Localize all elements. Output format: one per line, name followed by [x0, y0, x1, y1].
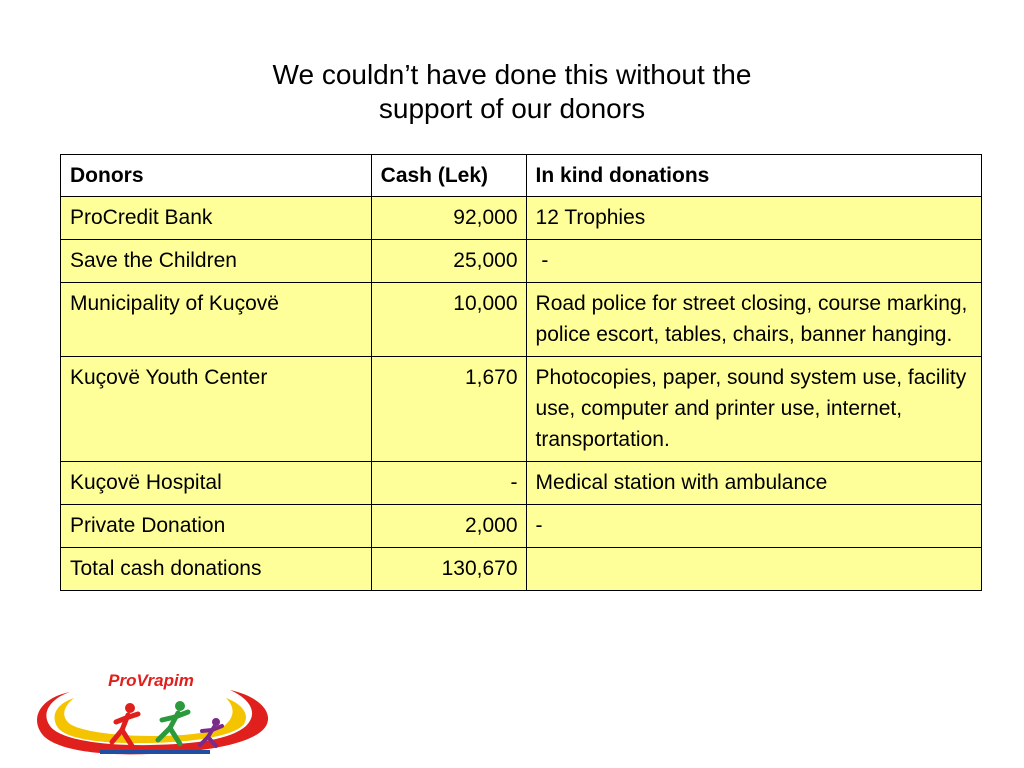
provrapim-logo [30, 668, 270, 763]
slide-title-line-1: We couldn’t have done this without the [272, 59, 752, 90]
donor-cell: Save the Children [61, 240, 372, 283]
logo-text: ProVrapim [108, 671, 194, 690]
cash-cell: 2,000 [371, 505, 526, 548]
in-kind-cell: Photocopies, paper, sound system use, facility use, computer and printer use, internet, transportation. [526, 357, 981, 462]
donor-cell: Total cash donations [61, 548, 372, 591]
cash-cell: - [371, 462, 526, 505]
table-row [61, 462, 982, 505]
table-row [61, 357, 982, 462]
donor-cell: Private Donation [61, 505, 372, 548]
donor-cell: Kuçovë Youth Center [61, 357, 372, 462]
table-row [61, 197, 982, 240]
donors-table [60, 154, 982, 591]
column-header-cash: Cash (Lek) [371, 155, 526, 197]
in-kind-cell [526, 548, 981, 591]
donor-cell: Kuçovë Hospital [61, 462, 372, 505]
in-kind-cell: Road police for street closing, course marking, police escort, tables, chairs, banner hanging. [526, 283, 981, 357]
in-kind-cell: - [526, 240, 981, 283]
slide-title [112, 58, 912, 126]
column-header-donors: Donors [61, 155, 372, 197]
cash-cell: 130,670 [371, 548, 526, 591]
in-kind-cell: 12 Trophies [526, 197, 981, 240]
cash-cell: 1,670 [371, 357, 526, 462]
table-header-row [61, 155, 982, 197]
slide-title-line-2: support of our donors [378, 93, 646, 124]
in-kind-cell: Medical station with ambulance [526, 462, 981, 505]
donor-cell: ProCredit Bank [61, 197, 372, 240]
table-row [61, 240, 982, 283]
in-kind-cell: - [526, 505, 981, 548]
donor-cell: Municipality of Kuçovë [61, 283, 372, 357]
cash-cell: 92,000 [371, 197, 526, 240]
logo-blue-line [100, 750, 210, 754]
column-header-in-kind: In kind donations [526, 155, 981, 197]
cash-cell: 10,000 [371, 283, 526, 357]
table-row [61, 283, 982, 357]
table-row-total [61, 548, 982, 591]
table-row [61, 505, 982, 548]
cash-cell: 25,000 [371, 240, 526, 283]
